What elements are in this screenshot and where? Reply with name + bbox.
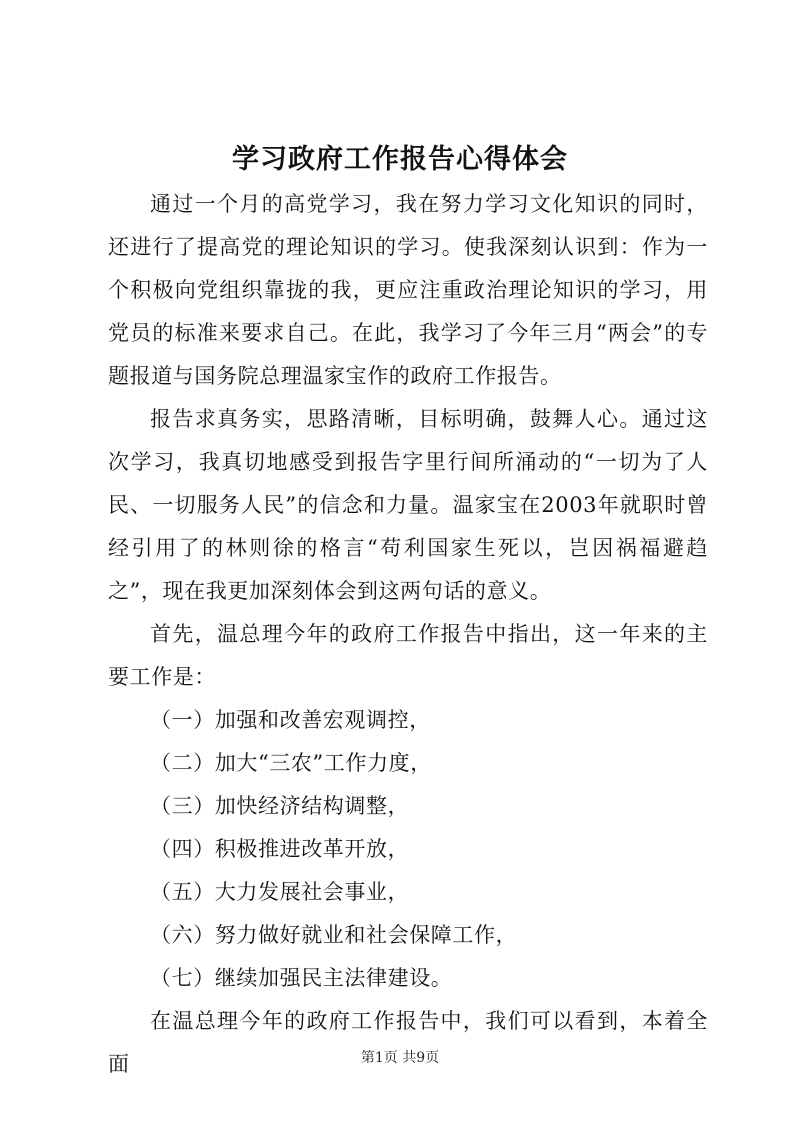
list-item-6: （六）努力做好就业和社会保障工作， [150,923,518,947]
paragraph-3: 首先，温总理今年的政府工作报告中指出，这一年来的主要工作是： [108,622,708,689]
list-item-4: （四）积极推进改革开放， [150,837,410,861]
list-item-3: （三）加快经济结构调整， [150,794,410,818]
page-title: 学习政府工作报告心得体会 [232,144,568,175]
document-body [108,183,708,1086]
list-item-5: （五）大力发展社会事业， [150,880,410,904]
list-item-7: （七）继续加强民主法律建设。 [150,966,453,990]
list-item-1: （一）加强和改善宏观调控， [150,708,431,732]
list-item-2: （二）加大“三农”工作力度， [150,751,432,775]
paragraph-2: 报告求真务实，思路清晰，目标明确，鼓舞人心。通过这次学习，我真切地感受到报告字里行间所涌动的“一切为了人民、一切服务人民”的信念和力量。温家宝在2003年就职时曾经引用了的林则徐的格言“苟利国家生死以，岂因祸福避趋之”，现在我更加深刻体会到这两句话的意义。 [108,407,708,603]
closing-paragraph: 在温总理今年的政府工作报告中，我们可以看到，本着全面 [108,1009,708,1076]
page-footer: 第1页 共9页 [360,1050,440,1066]
paragraph-1: 通过一个月的高党学习，我在努力学习文化知识的同时，还进行了提高党的理论知识的学习。使我深刻认识到：作为一个积极向党组织靠拢的我，更应注重政治理论知识的学习，用党员的标准来要求自己。在此，我学习了今年三月“两会”的专题报道与国务院总理温家宝作的政府工作报告。 [108,192,708,388]
